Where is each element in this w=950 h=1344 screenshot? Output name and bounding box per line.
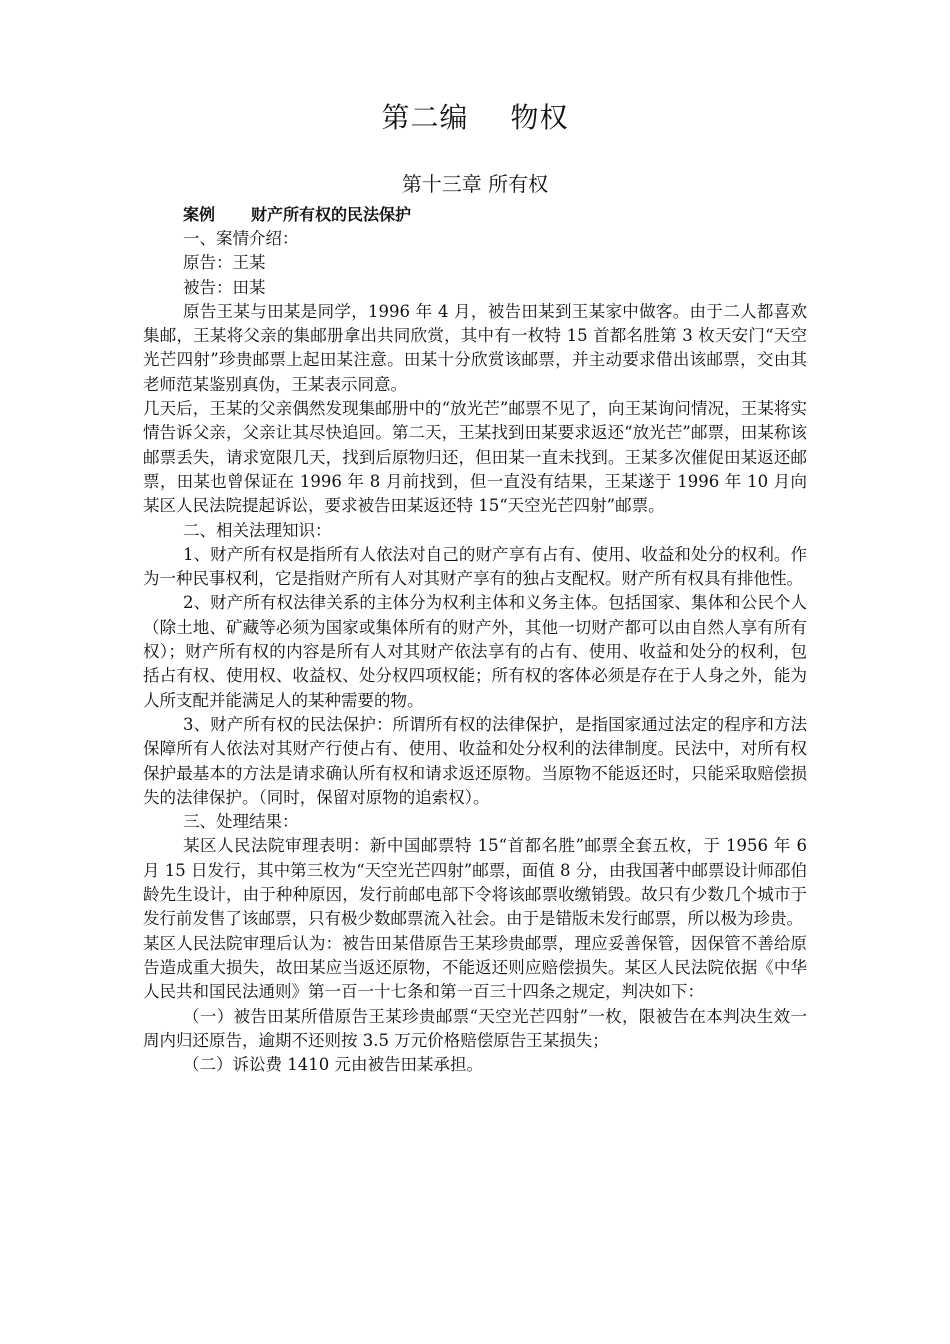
paragraph: 某区人民法院审理后认为：被告田某借原告王某珍贵邮票，理应妥善保管，因保管不善给原告造成重大损失，故田某应当返还原物，不能返还则应赔偿损失。某区人民法院依据《中华人民共和国民法通则》第一百一十七条和第一百三十四条之规定，判决如下： <box>143 933 807 1002</box>
chapter-title: 第十三章 所有权 <box>401 172 549 196</box>
case-title <box>183 203 411 227</box>
part-number: 第二编 <box>381 101 469 134</box>
paragraph: 几天后，王某的父亲偶然发现集邮册中的“放光芒”邮票不见了，向王某询问情况，王某将实情告诉父亲，父亲让其尽快追回。第二天，王某找到田某要求返还“放光芒”邮票，田某称该邮票丢失，请求宽限几天，找到后原物归还，但田某一直未找到。王某多次催促田某返还邮票，田某也曾保证在 1996 年 8 月前找到，但一直没有结果，王某遂于 1996 年 10 月向某区人民法院提起诉讼，要求被告田某返还特 15“天空光芒四射”邮票。 <box>143 399 807 516</box>
case-label: 案例 <box>183 205 216 224</box>
paragraph: 被告：田某 <box>183 277 266 297</box>
part-name: 物权 <box>510 101 569 134</box>
paragraph: 原告：王某 <box>183 253 266 273</box>
paragraph: （二）诉讼费 1410 元由被告田某承担。 <box>183 1055 483 1075</box>
part-title <box>0 100 950 136</box>
paragraph: 3、财产所有权的民法保护：所谓所有权的法律保护，是指国家通过法定的程序和方法保障所有人依法对其财产行使占有、使用、收益和处分权利的法律制度。民法中，对所有权保护最基本的方法是请求确认所有权和请求返还原物。当原物不能返还时，只能采取赔偿损失的法律保护。（同时，保留对原物的追索权）。 <box>143 714 807 807</box>
paragraph: 2、财产所有权法律关系的主体分为权利主体和义务主体。包括国家、集体和公民个人（除土地、矿藏等必须为国家或集体所有的财产外，其他一切财产都可以由自然人享有所有权）；财产所有权的内容是所有人对其财产依法享有的占有、使用、收益和处分的权利，包括占有权、使用权、收益权、处分权四项权能；所有权的客体必须是存在于人身之外，能为人所支配并能满足人的某种需要的物。 <box>143 593 807 710</box>
paragraph: 1、财产所有权是指所有人依法对自己的财产享有占有、使用、收益和处分的权利。作为一种民事权利，它是指财产所有人对其财产享有的独占支配权。财产所有权具有排他性。 <box>143 544 807 589</box>
paragraph: 一、案情介绍： <box>183 229 299 248</box>
paragraph: 原告王某与田某是同学，1996 年 4 月，被告田某到王某家中做客。由于二人都喜欢集邮，王某将父亲的集邮册拿出共同欣赏，其中有一枚特 15 首都名胜第 3 枚天安门“天空光芒四射”珍贵邮票上起田某注意。田某十分欣赏该邮票，并主动要求借出该邮票，交由其老师范某鉴别真伪，王某表示同意。 <box>143 301 807 394</box>
case-name: 财产所有权的民法保护 <box>251 205 412 224</box>
paragraph: （一）被告田某所借原告王某珍贵邮票“天空光芒四射”一枚，限被告在本判决生效一周内归还原告，逾期不还则按 3.5 万元价格赔偿原告王某损失； <box>143 1006 807 1050</box>
paragraph: 某区人民法院审理表明：新中国邮票特 15“首都名胜”邮票全套五枚，于 1956 年 6 月 15 日发行，其中第三枚为“天空光芒四射”邮票，面值 8 分，由我国著中邮票设计师邵伯龄先生设计，由于种种原因，发行前邮电部下令将该邮票收缴销毁。故只有少数几个城市于发行前发售了该邮票，只有极少数邮票流入社会。由于是错版未发行邮票，所以极为珍贵。 <box>143 836 807 929</box>
document-body <box>143 227 807 1077</box>
paragraph: 三、处理结果： <box>183 812 299 832</box>
paragraph: 二、相关法理知识： <box>183 520 332 540</box>
